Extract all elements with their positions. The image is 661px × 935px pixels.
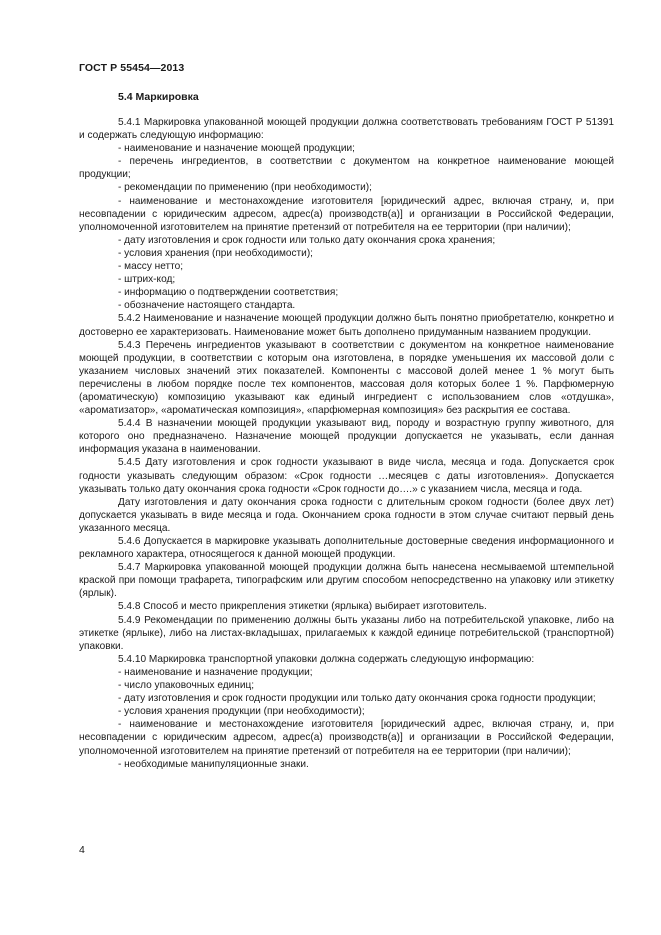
paragraph: 5.4.10 Маркировка транспортной упаковки должна содержать следующую информацию: — [118, 653, 535, 665]
list-item: - условия хранения (при необходимости); — [118, 247, 313, 259]
standard-code-header: ГОСТ Р 55454—2013 — [79, 62, 185, 74]
paragraph: 5.4.2 Наименование и назначение моющей продукции должно быть понятно приобретателю, конкретно и достоверно ее характеризовать. Наименование может быть дополнено придуманным названием продукции. — [79, 313, 614, 338]
list-item: - информацию о подтверждении соответствия; — [118, 287, 339, 299]
paragraph: 5.4.3 Перечень ингредиентов указывают в соответствии с документом на конкретное наименование моющей продукции, в соответствии с которым она изготовлена, в порядке уменьшения их массовой доли с указанием числовых значений этих показателей. Компоненты с массовой долей менее 1 % могут быть перечислены в любом порядке после тех компонентов, массовая доля которых более 1 %. Парфюмерную (ароматическую) композицию указывают как единый ингредиент с использованием слов «отдушка», «ароматизатор», «ароматическая композиция», «парфюмерная композиция» без раскрытия ее состава. — [79, 339, 614, 417]
list-item: - наименование и местонахождение изготовителя [юридический адрес, включая страну, и, при несовпадении с юридическим адресом, адрес(а) производств(а)] и организации в Российской Федерации, уполномоченной изготовителем на принятие претензий от потребителя на ее территории (при наличии); — [79, 719, 614, 757]
list-item: - дату изготовления и срок годности или только дату окончания срока хранения; — [118, 234, 496, 246]
list-item: - рекомендации по применению (при необходимости); — [118, 182, 372, 194]
paragraph: 5.4.7 Маркировка упакованной моющей продукции должна быть нанесена несмываемой штемпельной краской при помощи трафарета, типографским или другим способом непосредственно на упаковку или этикетку (ярлык). — [79, 562, 614, 600]
list-item: - обозначение настоящего стандарта. — [118, 300, 296, 312]
list-item: - массу нетто; — [118, 261, 184, 273]
list-item: - дату изготовления и срок годности продукции или только дату окончания срока годности продукции; — [118, 693, 596, 705]
page-number: 4 — [79, 844, 85, 856]
list-item: - наименование и назначение продукции; — [118, 666, 313, 678]
list-item: - наименование и назначение моющей продукции; — [118, 143, 355, 155]
paragraph: 5.4.1 Маркировка упакованной моющей продукции должна соответствовать требованиям ГОСТ Р 51391 и содержать следующую информацию: — [79, 117, 614, 142]
list-item: - перечень ингредиентов, в соответствии с документом на конкретное наименование моющей продукции; — [79, 156, 614, 181]
list-item: - штрих-код; — [118, 274, 176, 286]
paragraph: 5.4.4 В назначении моющей продукции указывают вид, породу и возрастную группу животного, для которого оно предназначено. Назначение моющей продукции допускается не указывать, если данная информация указана в наименовании. — [79, 418, 614, 456]
list-item: - число упаковочных единиц; — [118, 680, 255, 692]
section-title: 5.4 Маркировка — [118, 91, 199, 103]
paragraph: 5.4.5 Дату изготовления и срок годности указывают в виде числа, месяца и года. Допускается срок годности указывать следующим образом: «Срок годности …месяцев с даты изготовления». Допускается указывать только дату окончания срока годности «Срок годности до….» с указанием числа, месяца и года. — [79, 457, 614, 495]
section-body — [79, 116, 614, 771]
paragraph: 5.4.8 Способ и место прикрепления этикетки (ярлыка) выбирает изготовитель. — [118, 601, 487, 613]
list-item: - условия хранения продукции (при необходимости); — [118, 706, 365, 718]
list-item: - наименование и местонахождение изготовителя [юридический адрес, включая страну, и, при несовпадении с юридическим адресом, адрес(а) производств(а)] и организации в Российской Федерации, уполномоченной изготовителем на принятие претензий от потребителя на ее территории (при наличии); — [79, 195, 614, 233]
list-item: - необходимые манипуляционные знаки. — [118, 758, 309, 770]
paragraph: 5.4.6 Допускается в маркировке указывать дополнительные достоверные сведения информационного и рекламного характера, относящегося к данной моющей продукции. — [79, 536, 614, 561]
paragraph: 5.4.9 Рекомендации по применению должны быть указаны либо на потребительской упаковке, либо на этикетке (ярлыке), либо на листах-вкладышах, прилагаемых к каждой единице потребительской (транспортной) упаковки. — [79, 614, 614, 652]
paragraph: Дату изготовления и дату окончания срока годности с длительным сроком годности (более двух лет) допускается указывать в виде месяца и года. Окончанием срока годности в этом случае считают первый день указанного месяца. — [79, 496, 614, 534]
